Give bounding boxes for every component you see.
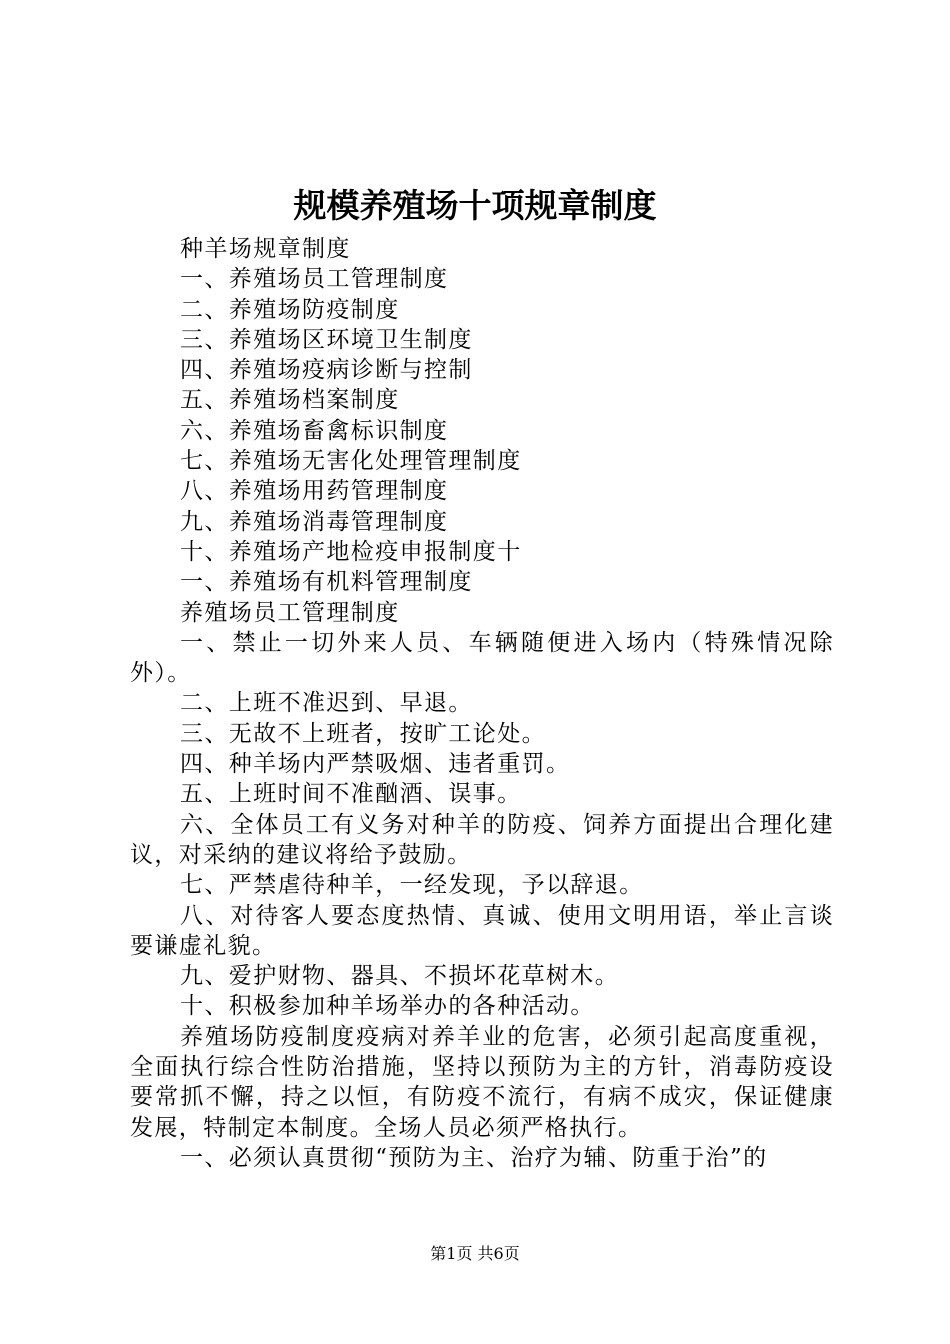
- paragraph: 三、无故不上班者，按旷工论处。: [180, 720, 546, 747]
- page-number-footer: 第1页 共6页: [430, 1244, 520, 1263]
- paragraph: 七、严禁虐待种羊，一经发现，予以辞退。: [180, 872, 644, 899]
- paragraph: 五、养殖场档案制度: [180, 387, 400, 414]
- paragraph: 七、养殖场无害化处理管理制度: [180, 448, 522, 475]
- paragraph: 二、上班不准迟到、早退。: [180, 690, 473, 717]
- paragraph: 种羊场规章制度: [180, 236, 351, 262]
- paragraph: 八、对待客人要态度热情、真诚、使用文明用语，举止言谈要谦虚礼貌。: [130, 902, 834, 959]
- paragraph: 二、养殖场防疫制度: [180, 296, 400, 323]
- paragraph: 五、上班时间不准酗酒、误事。: [180, 781, 522, 808]
- paragraph: 十、养殖场产地检疫申报制度十: [180, 538, 522, 565]
- paragraph: 十、积极参加种羊场举办的各种活动。: [180, 993, 595, 1020]
- paragraph: 一、养殖场员工管理制度: [180, 266, 449, 293]
- paragraph: 九、养殖场消毒管理制度: [180, 508, 449, 535]
- paragraph: 六、全体员工有义务对种羊的防疫、饲养方面提出合理化建议，对采纳的建议将给予鼓励。: [130, 811, 834, 868]
- paragraph: 三、养殖场区环境卫生制度: [180, 326, 473, 353]
- document-title: 规模养殖场十项规章制度: [293, 186, 657, 225]
- paragraph: 一、养殖场有机料管理制度: [180, 569, 473, 596]
- paragraph: 六、养殖场畜禽标识制度: [180, 417, 449, 444]
- paragraph: 养殖场员工管理制度: [180, 599, 400, 626]
- paragraph: 四、种羊场内严禁吸烟、违者重罚。: [180, 751, 571, 778]
- paragraph: 一、禁止一切外来人员、车辆随便进入场内（特殊情况除外）。: [130, 629, 834, 687]
- paragraph: 一、必须认真贯彻“预防为主、治疗为辅、防重于治”的: [180, 1144, 768, 1171]
- document-body: [130, 234, 834, 1173]
- paragraph: 八、养殖场用药管理制度: [180, 478, 449, 505]
- paragraph: 养殖场防疫制度疫病对养羊业的危害，必须引起高度重视，全面执行综合性防治措施，坚持以预防为主的方针，消毒防疫设要常抓不懈，持之以恒，有防疫不流行，有病不成灾，保证健康发展，特制定本制度。全场人员必须严格执行。: [130, 1023, 834, 1141]
- paragraph: 四、养殖场疫病诊断与控制: [180, 357, 473, 384]
- paragraph: 九、爱护财物、器具、不损坏花草树木。: [180, 963, 620, 990]
